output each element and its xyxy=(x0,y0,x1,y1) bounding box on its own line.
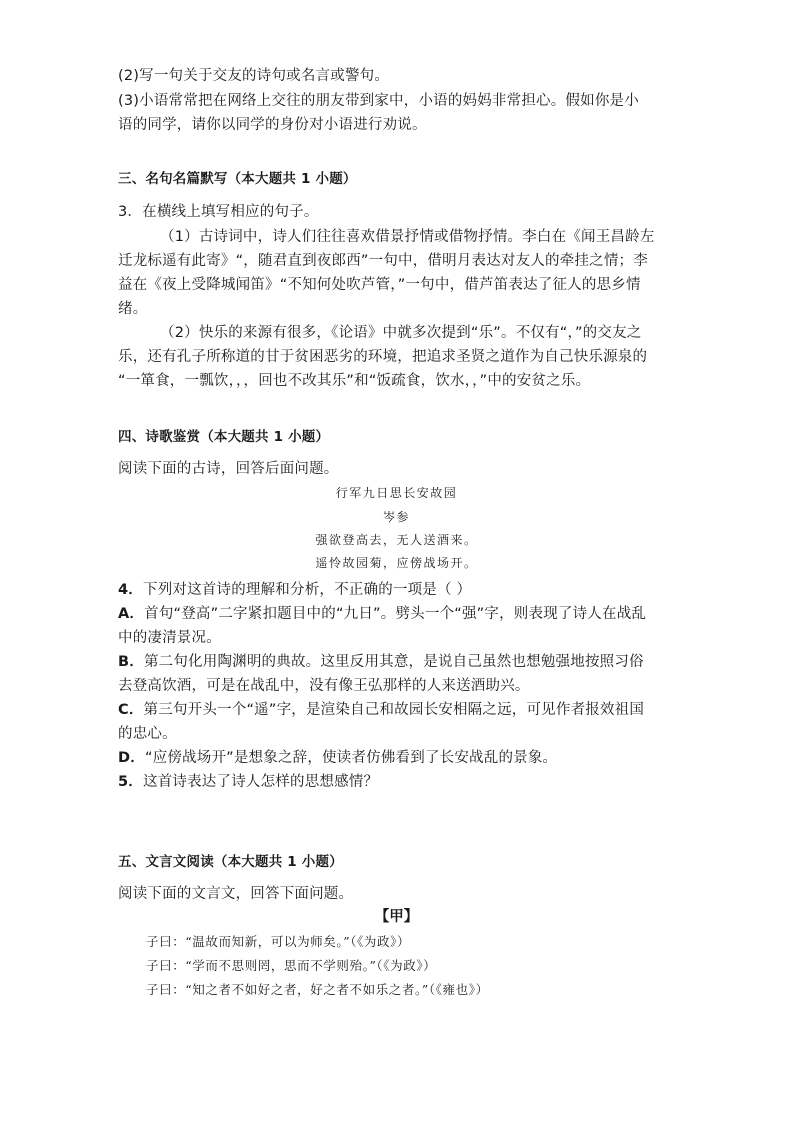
option-text: “应傍战场开”是想象之辞，使读者仿佛看到了长安战乱的景象。 xyxy=(144,750,558,766)
analects-quote-1: 子曰：“温故而知新，可以为师矣。”（《为政》） xyxy=(146,934,411,949)
paragraph-1-line-3: 益在《夜上受降城闻笛》“不知何处吹芦管，”一句中，借芦笛表达了征人的思乡情 xyxy=(118,277,641,293)
question-text: 在横线上填写相应的句子。 xyxy=(142,204,319,220)
poem-title: 行军九日思长安故园 xyxy=(335,486,458,500)
paragraph-2-line-1: （2）快乐的来源有很多，《论语》中就多次提到“乐”。不仅有“，”的交友之 xyxy=(160,325,642,341)
option-label: D． xyxy=(118,750,145,766)
option-c-line-2: 的忠心。 xyxy=(118,726,177,742)
analects-quote-3: 子曰：“知之者不如好之者，好之者不如乐之者。”（《雍也》） xyxy=(146,982,489,997)
question-text: 这首诗表达了诗人怎样的思想感情？ xyxy=(143,774,379,790)
option-a-line-1 xyxy=(118,602,646,626)
question-3-prompt-line-1: (3)小语常常把在网络上交往的朋友带到家中，小语的妈妈非常担心。假如你是小 xyxy=(118,93,639,109)
paragraph-1-line-2: 迁龙标遥有此寄》“，随君直到夜郎西”一句中，借明月表达对友人的牵挂之情；李 xyxy=(118,253,648,269)
section-4-heading: 四、诗歌鉴赏（本大题共 1 小题） xyxy=(118,429,330,445)
poem-line-2: 遥怜故园菊，应傍战场开。 xyxy=(315,556,478,570)
paragraph-1-line-1: （1）古诗词中，诗人们往往喜欢借景抒情或借物抒情。李白在《闻王昌龄左 xyxy=(160,229,655,245)
option-d xyxy=(118,746,557,770)
paragraph-2-line-2: 乐，还有孔子所称道的甘于贫困恶劣的环境，把追求圣贤之道作为自己快乐源泉的 xyxy=(118,349,648,365)
option-b-line-1 xyxy=(118,650,644,674)
question-number: 4． xyxy=(118,582,143,598)
question-2-prompt: (2)写一句关于交友的诗句或名言或警句。 xyxy=(118,68,390,84)
option-c-line-1 xyxy=(118,698,644,722)
option-text: 首句“登高”二字紧扣题目中的“九日”。劈头一个“强”字，则表现了诗人在战乱 xyxy=(144,606,647,622)
option-text: 第二句化用陶渊明的典故。这里反用其意，是说自己虽然也想勉强地按照习俗 xyxy=(143,654,644,670)
option-label: C． xyxy=(118,702,144,718)
paragraph-2-line-3: “一箪食，一瓢饮，，，回也不改其乐”和“饭疏食，饮水，，”中的安贫之乐。 xyxy=(118,373,591,389)
option-a-line-2: 中的凄清景况。 xyxy=(118,630,221,646)
analects-quote-2: 子曰：“学而不思则罔，思而不学则殆。”（《为政》） xyxy=(146,958,437,973)
section-3-heading: 三、名句名篇默写（本大题共 1 小题） xyxy=(118,171,357,187)
question-4-stem xyxy=(118,578,471,602)
question-3-prompt-line-2: 语的同学，请你以同学的身份对小语进行劝说。 xyxy=(118,117,427,133)
question-5-stem xyxy=(118,770,378,794)
poem-intro: 阅读下面的古诗，回答后面问题。 xyxy=(118,461,339,477)
option-label: A． xyxy=(118,606,145,622)
paragraph-1-line-4: 绪。 xyxy=(118,301,148,317)
question-number: 5． xyxy=(118,774,143,790)
part-label: 【甲】 xyxy=(374,909,419,925)
option-label: B． xyxy=(118,654,144,670)
question-text: 下列对这首诗的理解和分析，不正确的一项是（ ） xyxy=(143,582,472,598)
option-b-line-2: 去登高饮酒，可是在战乱中，没有像王弘那样的人来送酒助兴。 xyxy=(118,678,530,694)
question-number: 3． xyxy=(118,204,143,220)
option-text: 第三句开头一个“遥”字，是渲染自己和故园长安相隔之远，可见作者报效祖国 xyxy=(143,702,645,718)
poem-author: 岑参 xyxy=(382,510,410,524)
question-3-stem xyxy=(118,200,319,224)
classical-text-intro: 阅读下面的文言文，回答下面问题。 xyxy=(118,886,354,902)
poem-line-1: 强欲登高去，无人送酒来。 xyxy=(315,533,478,547)
section-5-heading: 五、文言文阅读（本大题共 1 小题） xyxy=(118,854,343,870)
